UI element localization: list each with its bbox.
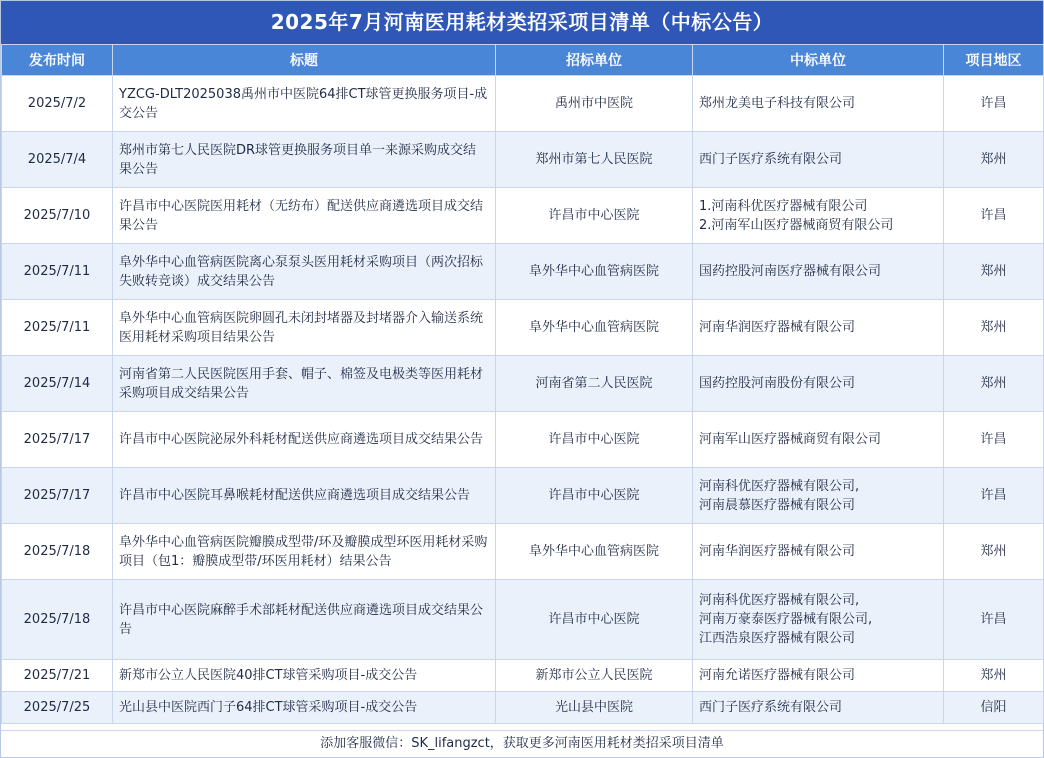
header-date: 发布时间 [2, 45, 113, 76]
table-row [2, 692, 1044, 724]
cell-date: 2025/7/18 [2, 580, 113, 660]
cell-winner [693, 524, 944, 580]
procurement-table [1, 44, 1044, 724]
header-winner: 中标单位 [693, 45, 944, 76]
cell-buyer: 新郑市公立人民医院 [496, 660, 693, 692]
cell-buyer: 阜外华中心血管病医院 [496, 244, 693, 300]
header-title: 标题 [113, 45, 496, 76]
cell-region: 许昌 [944, 580, 1044, 660]
cell-buyer: 郑州市第七人民医院 [496, 132, 693, 188]
cell-winner [693, 244, 944, 300]
cell-title: 郑州市第七人民医院DR球管更换服务项目单一来源采购成交结果公告 [113, 132, 496, 188]
winner-name: 国药控股河南股份有限公司 [699, 376, 856, 391]
cell-date: 2025/7/10 [2, 188, 113, 244]
cell-title: 阜外华中心血管病医院卵圆孔未闭封堵器及封堵器介入输送系统医用耗材采购项目结果公告 [113, 300, 496, 356]
winner-name: 河南万豪泰医疗器械有限公司, [699, 612, 873, 627]
cell-region: 许昌 [944, 188, 1044, 244]
cell-winner [693, 132, 944, 188]
winner-name: 西门子医疗系统有限公司 [699, 152, 843, 167]
cell-region: 郑州 [944, 132, 1044, 188]
table-row [2, 76, 1044, 132]
winner-name: 河南军山医疗器械商贸有限公司 [699, 432, 882, 447]
cell-date: 2025/7/18 [2, 524, 113, 580]
cell-title: 许昌市中心医院耳鼻喉耗材配送供应商遴选项目成交结果公告 [113, 468, 496, 524]
winner-name: 河南晨慕医疗器械有限公司 [699, 497, 856, 513]
cell-winner [693, 692, 944, 724]
cell-title: 许昌市中心医院麻醉手术部耗材配送供应商遴选项目成交结果公告 [113, 580, 496, 660]
cell-buyer: 许昌市中心医院 [496, 412, 693, 468]
winner-name: 河南允诺医疗器械有限公司 [699, 668, 856, 683]
cell-winner [693, 76, 944, 132]
cell-region: 许昌 [944, 76, 1044, 132]
cell-buyer: 许昌市中心医院 [496, 188, 693, 244]
winner-name: 2.河南军山医疗器械商贸有限公司 [699, 217, 894, 233]
table-header-row [2, 45, 1044, 76]
winner-name: 西门子医疗系统有限公司 [699, 700, 843, 715]
winner-name: 江西浩泉医疗器械有限公司 [699, 631, 856, 646]
winner-name: 河南科优医疗器械有限公司, [699, 478, 860, 494]
header-region: 项目地区 [944, 45, 1044, 76]
table-row [2, 300, 1044, 356]
cell-winner [693, 468, 944, 524]
cell-title: 阜外华中心血管病医院离心泵泵头医用耗材采购项目（两次招标失败转竞谈）成交结果公告 [113, 244, 496, 300]
cell-date: 2025/7/14 [2, 356, 113, 412]
table-body [2, 76, 1044, 724]
table-row [2, 660, 1044, 692]
cell-buyer: 河南省第二人民医院 [496, 356, 693, 412]
footer-note: 添加客服微信：SK_lifangzct，获取更多河南医用耗材类招采项目清单 [1, 730, 1043, 757]
winner-name: 国药控股河南医疗器械有限公司 [699, 264, 882, 279]
header-buyer: 招标单位 [496, 45, 693, 76]
winner-name: 河南科优医疗器械有限公司, [699, 593, 860, 608]
cell-date: 2025/7/11 [2, 300, 113, 356]
cell-winner [693, 356, 944, 412]
cell-title: 光山县中医院西门子64排CT球管采购项目-成交公告 [113, 692, 496, 724]
table-row [2, 468, 1044, 524]
cell-region: 信阳 [944, 692, 1044, 724]
cell-title: 许昌市中心医院医用耗材（无纺布）配送供应商遴选项目成交结果公告 [113, 188, 496, 244]
page-title: 2025年7月河南医用耗材类招采项目清单（中标公告） [1, 1, 1043, 44]
cell-title: YZCG-DLT2025038禹州市中医院64排CT球管更换服务项目-成交公告 [113, 76, 496, 132]
cell-date: 2025/7/17 [2, 468, 113, 524]
cell-date: 2025/7/4 [2, 132, 113, 188]
cell-region: 郑州 [944, 244, 1044, 300]
cell-region: 郑州 [944, 356, 1044, 412]
table-row [2, 356, 1044, 412]
cell-title: 许昌市中心医院泌尿外科耗材配送供应商遴选项目成交结果公告 [113, 412, 496, 468]
cell-title: 新郑市公立人民医院40排CT球管采购项目-成交公告 [113, 660, 496, 692]
cell-date: 2025/7/17 [2, 412, 113, 468]
table-row [2, 244, 1044, 300]
cell-region: 许昌 [944, 468, 1044, 524]
cell-region: 郑州 [944, 524, 1044, 580]
cell-title: 阜外华中心血管病医院瓣膜成型带/环及瓣膜成型环医用耗材采购项目（包1：瓣膜成型带/环医用耗材）结果公告 [113, 524, 496, 580]
cell-date: 2025/7/21 [2, 660, 113, 692]
cell-buyer: 阜外华中心血管病医院 [496, 524, 693, 580]
cell-date: 2025/7/25 [2, 692, 113, 724]
cell-buyer: 许昌市中心医院 [496, 468, 693, 524]
cell-winner [693, 660, 944, 692]
cell-buyer: 光山县中医院 [496, 692, 693, 724]
cell-date: 2025/7/11 [2, 244, 113, 300]
table-row [2, 188, 1044, 244]
cell-winner [693, 188, 944, 244]
winner-name: 郑州龙美电子科技有限公司 [699, 96, 856, 111]
cell-region: 许昌 [944, 412, 1044, 468]
cell-winner [693, 300, 944, 356]
table-row [2, 412, 1044, 468]
cell-title: 河南省第二人民医院医用手套、帽子、棉签及电极类等医用耗材采购项目成交结果公告 [113, 356, 496, 412]
winner-name: 河南华润医疗器械有限公司 [699, 320, 856, 335]
cell-region: 郑州 [944, 660, 1044, 692]
table-row [2, 524, 1044, 580]
winner-name: 1.河南科优医疗器械有限公司 [699, 198, 868, 214]
cell-buyer: 禹州市中医院 [496, 76, 693, 132]
cell-winner [693, 580, 944, 660]
cell-date: 2025/7/2 [2, 76, 113, 132]
table-row [2, 580, 1044, 660]
cell-winner [693, 412, 944, 468]
cell-region: 郑州 [944, 300, 1044, 356]
table-row [2, 132, 1044, 188]
winner-name: 河南华润医疗器械有限公司 [699, 544, 856, 559]
cell-buyer: 阜外华中心血管病医院 [496, 300, 693, 356]
cell-buyer: 许昌市中心医院 [496, 580, 693, 660]
